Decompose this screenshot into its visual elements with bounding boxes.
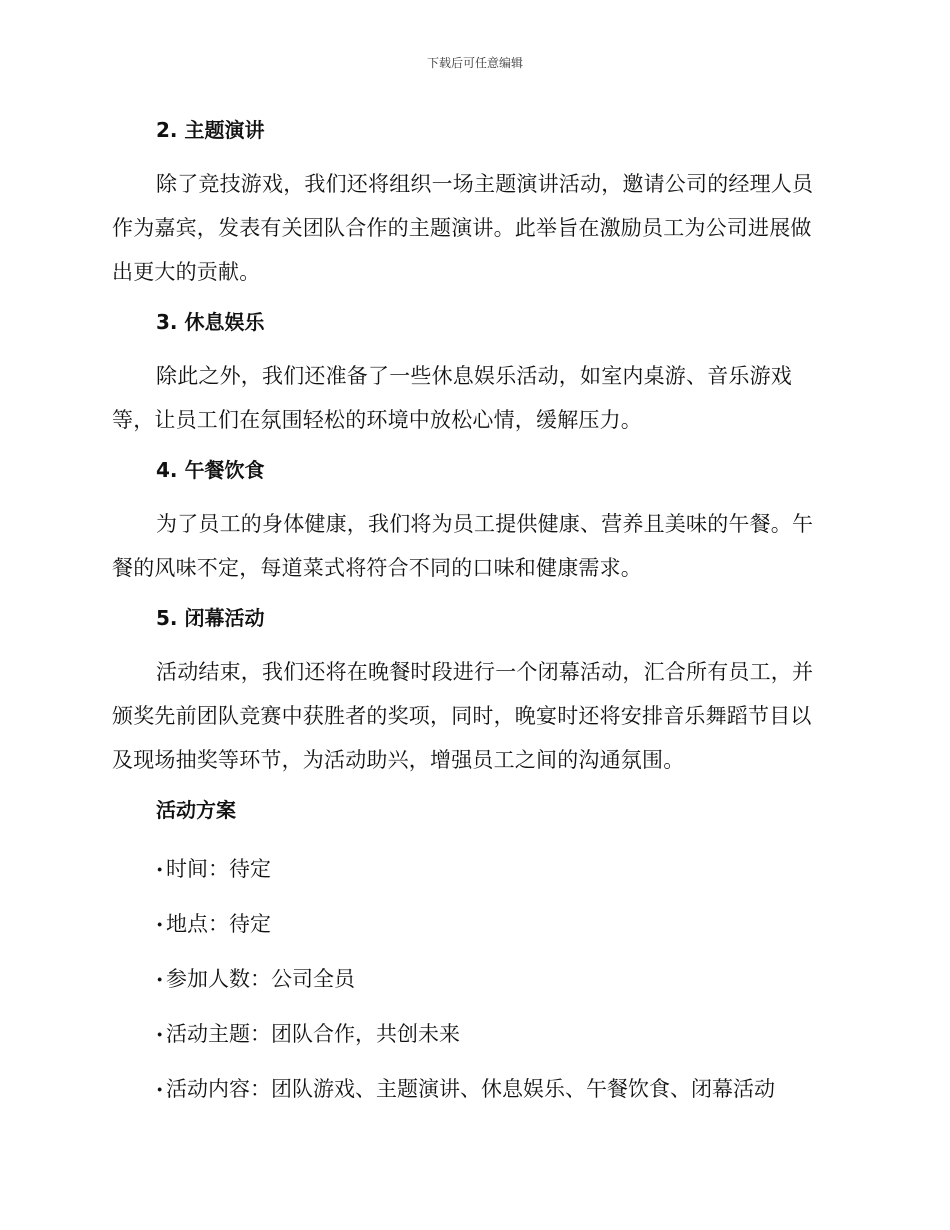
section-heading: 2. 主题演讲 (156, 118, 265, 142)
plan-heading: 活动方案 (156, 798, 236, 822)
plan-item-location: · 地点：待定 (156, 897, 832, 952)
plan-item-participants: · 参加人数：公司全员 (156, 952, 832, 1007)
section-paragraph: 活动结束，我们还将在晚餐时段进行一个闭幕活动，汇合所有员工，并颁奖先前团队竞赛中获胜者的奖项，同时，晚宴时还将安排音乐舞蹈节目以及现场抽奖等环节，为活动助兴，增强员工之间的沟通氛围。 (112, 660, 814, 772)
section-paragraph: 除了竞技游戏，我们还将组织一场主题演讲活动，邀请公司的经理人员作为嘉宾，发表有关团队合作的主题演讲。此举旨在激励员工为公司进展做出更大的贡献。 (112, 172, 814, 284)
plan-item-content: · 活动内容：团队游戏、主题演讲、休息娱乐、午餐饮食、闭幕活动 (156, 1062, 832, 1117)
plan-list (112, 842, 832, 1117)
plan-item-theme: · 活动主题：团队合作，共创未来 (156, 1007, 832, 1062)
section-heading: 4. 午餐饮食 (156, 458, 265, 482)
section-heading: 3. 休息娱乐 (156, 310, 265, 334)
section-paragraph: 为了员工的身体健康，我们将为员工提供健康、营养且美味的午餐。午餐的风味不定，每道菜式将符合不同的口味和健康需求。 (112, 512, 814, 580)
section-paragraph: 除此之外，我们还准备了一些休息娱乐活动，如室内桌游、音乐游戏等，让员工们在氛围轻松的环境中放松心情，缓解压力。 (112, 364, 792, 432)
plan-item-time: · 时间：待定 (156, 842, 832, 897)
page-header-note: 下载后可任意编辑 (426, 56, 523, 70)
section-heading: 5. 闭幕活动 (156, 606, 265, 630)
document-body (112, 108, 832, 1117)
